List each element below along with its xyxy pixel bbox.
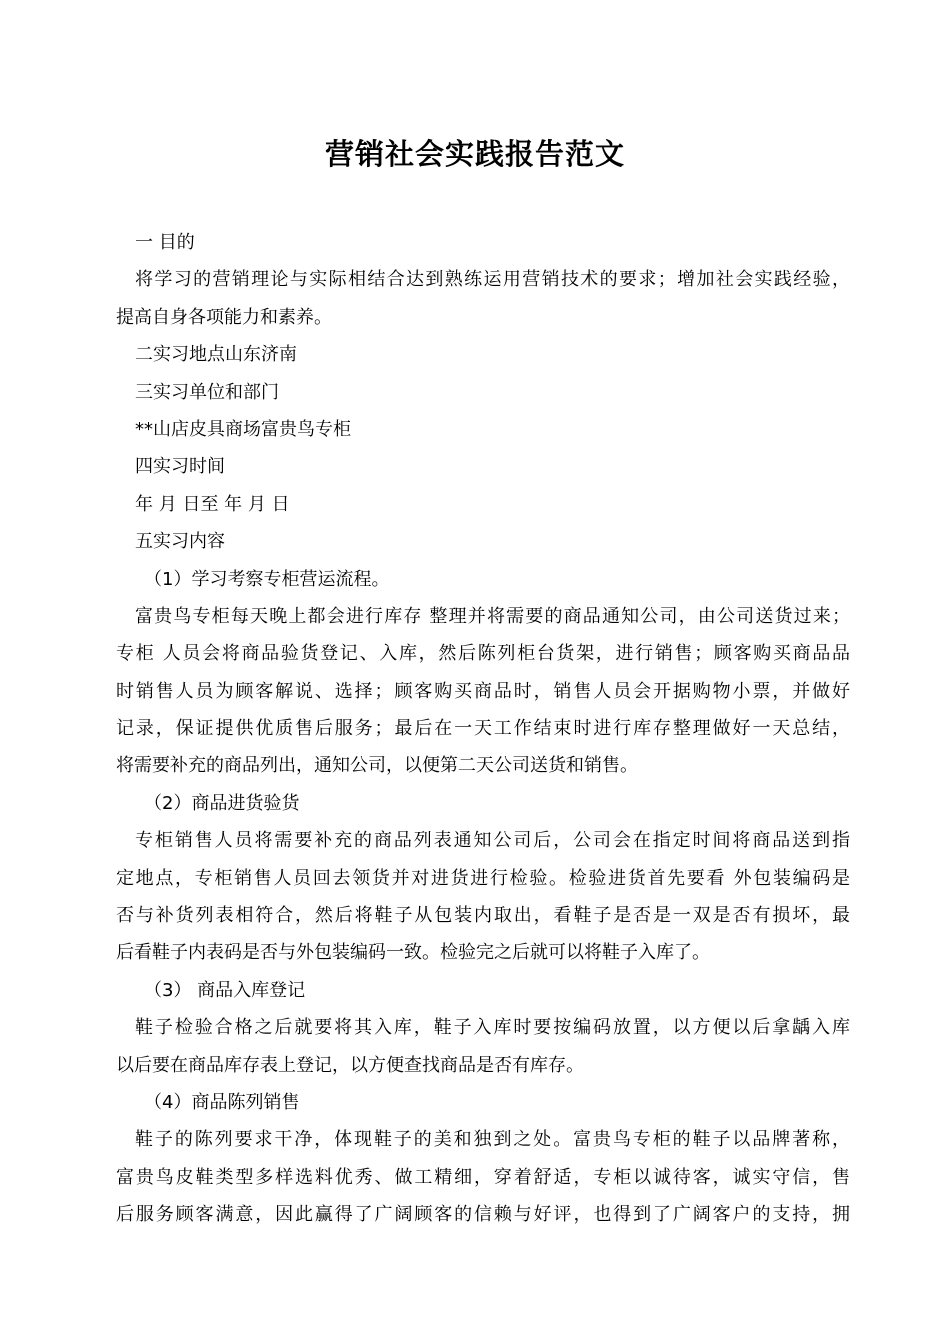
document-title: 营销社会实践报告范文 [324, 137, 625, 171]
section-heading-purpose: 一 目的 [135, 232, 195, 253]
paragraph-line: 专柜 人员会将商品验货登记、入库，然后陈列柜台货架，进行销售；顾客购买商品品 [116, 643, 850, 665]
paragraph-line: 记录，保证提供优质售后服务；最后在一天工作结束时进行库存整理做好一天总结， [116, 718, 850, 740]
section-heading-unit: 三实习单位和部门 [135, 381, 279, 403]
paragraph-line: 富贵鸟专柜每天晚上都会进行库存 整理并将需要的商品通知公司，由公司送货过来； [135, 605, 850, 627]
paragraph-line: **山店皮具商场富贵鸟专柜 [135, 418, 351, 440]
paragraph-line: 后服务顾客满意，因此赢得了广阔顾客的信赖与好评，也得到了广阔客户的支持，拥 [116, 1204, 850, 1226]
paragraph-line: 鞋子的陈列要求干净，体现鞋子的美和独到之处。富贵鸟专柜的鞋子以品牌著称， [135, 1129, 850, 1151]
paragraph-line: 后看鞋子内表码是否与外包装编码一致。检验完之后就可以将鞋子入库了。 [116, 942, 710, 964]
paragraph-line: 以后要在商品库存表上登记，以方便查找商品是否有库存。 [116, 1054, 584, 1076]
paragraph-line: 否与补货列表相符合，然后将鞋子从包装内取出，看鞋子是否是一双是否有损坏，最 [116, 905, 850, 927]
paragraph-line: 年 月 日至 年 月 日 [135, 493, 290, 515]
section-heading-location: 二实习地点山东济南 [135, 344, 297, 366]
section-heading-content: 五实习内容 [135, 531, 225, 553]
document-body [116, 224, 850, 1234]
paragraph-line: 鞋子检验合格之后就要将其入库，鞋子入库时要按编码放置，以方便以后拿龋入库 [135, 1017, 850, 1039]
paragraph-line: 专柜销售人员将需要补充的商品列表通知公司后，公司会在指定时间将商品送到指 [135, 830, 850, 852]
subsection-heading: （1）学习考察专柜营运流程。 [144, 568, 390, 590]
paragraph-line: 时销售人员为顾客解说、选择；顾客购买商品时，销售人员会开据购物小票，并做好 [116, 680, 850, 702]
subsection-heading: （4）商品陈列销售 [144, 1091, 300, 1113]
section-heading-time: 四实习时间 [135, 456, 225, 478]
paragraph-line: 提高自身各项能力和素养。 [116, 306, 332, 328]
subsection-heading: （3） 商品入库登记 [144, 979, 306, 1001]
paragraph-line: 将学习的营销理论与实际相结合达到熟练运用营销技术的要求；增加社会实践经验， [135, 269, 850, 291]
paragraph-line: 将需要补充的商品列出，通知公司，以便第二天公司送货和销售。 [116, 755, 638, 777]
paragraph-line: 定地点，专柜销售人员回去领货并对进货进行检验。检验进货首先要看 外包装编码是 [116, 867, 850, 889]
subsection-heading: （2）商品进货验货 [144, 792, 300, 814]
paragraph-line: 富贵鸟皮鞋类型多样选料优秀、做工精细，穿着舒适，专柜以诚待客，诚实守信，售 [116, 1166, 850, 1188]
